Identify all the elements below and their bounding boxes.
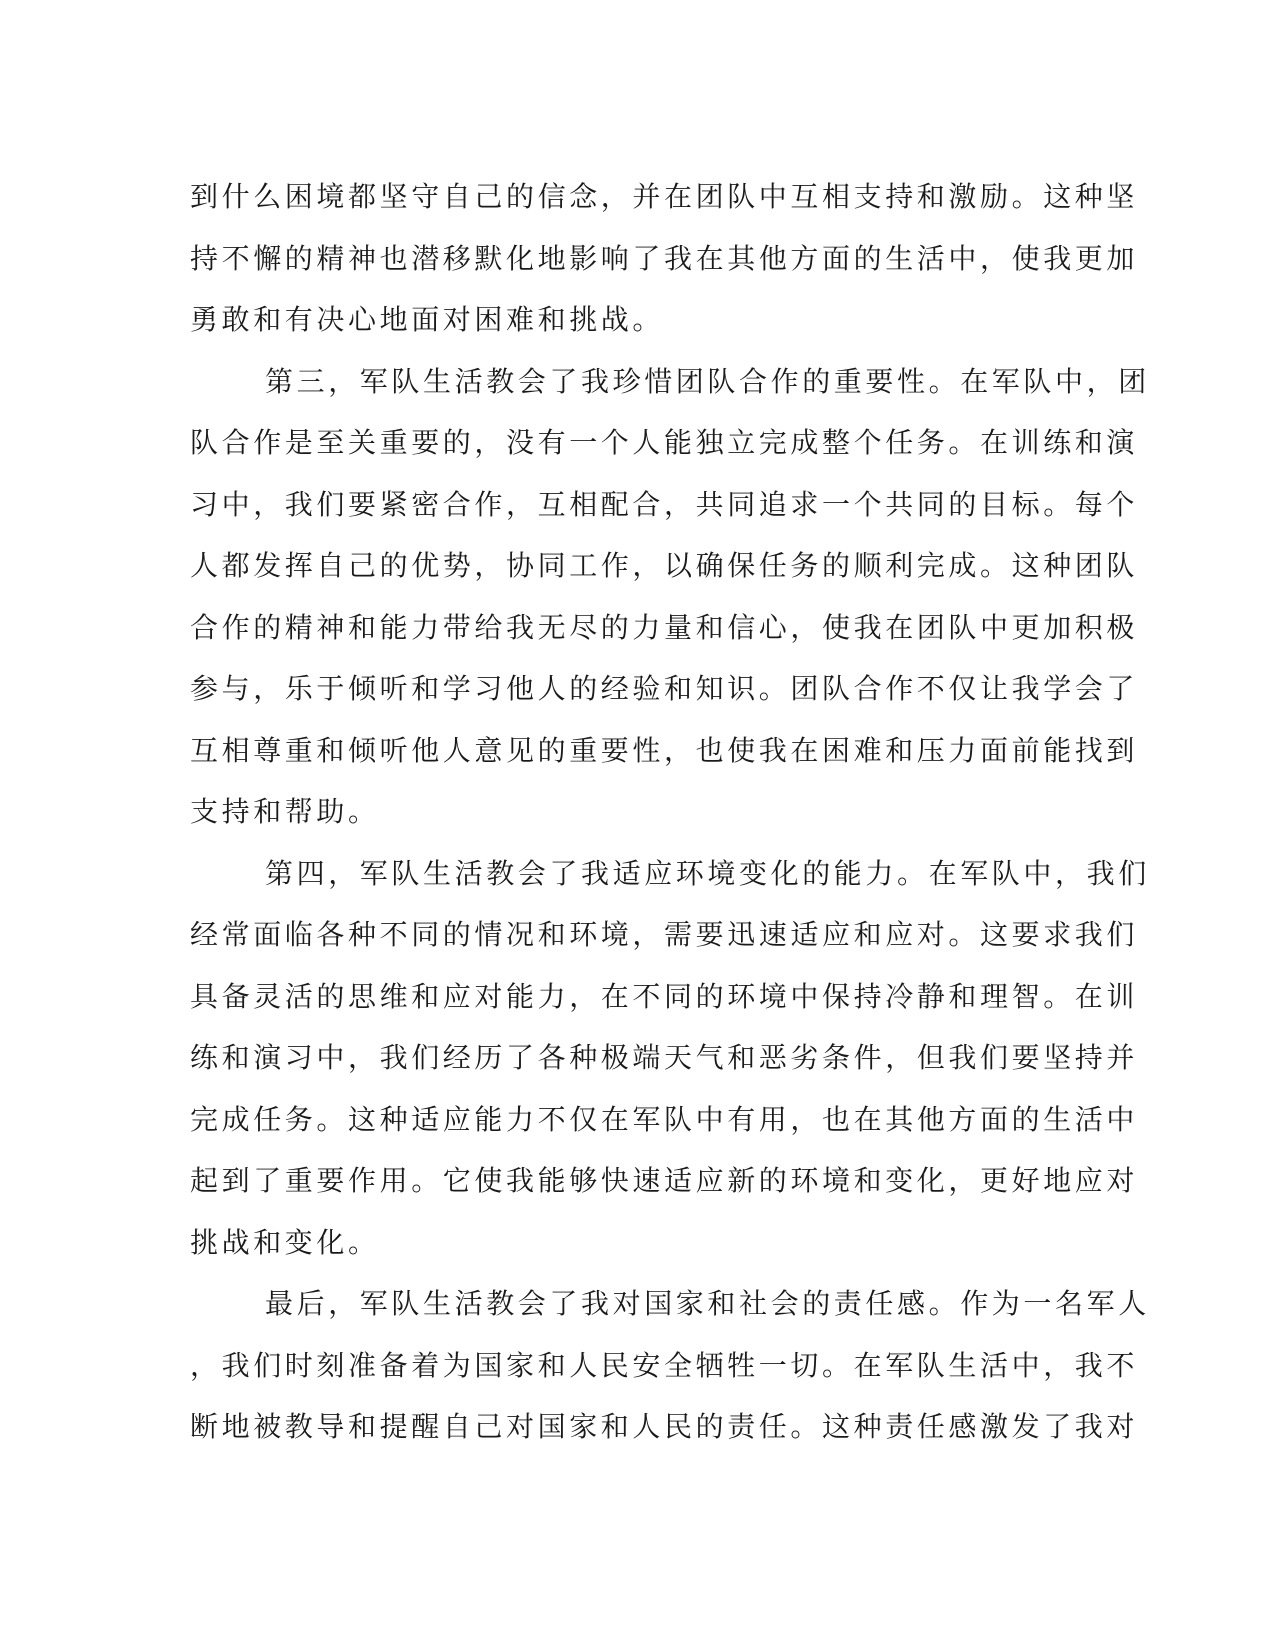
text-line: 到什么困境都坚守自己的信念，并在团队中互相支持和激励。这种坚 [190,180,1139,213]
text-line: ，我们时刻准备着为国家和人民安全牺牲一切。在军队生活中，我不 [190,1348,1139,1382]
text-line: 队合作是至关重要的，没有一个人能独立完成整个任务。在训练和演 [190,426,1139,459]
text-line: 完成任务。这种适应能力不仅在军队中有用，也在其他方面的生活中 [190,1102,1139,1136]
text-line: 支持和帮助。 [190,795,380,828]
text-line: 参与，乐于倾听和学习他人的经验和知识。团队合作不仅让我学会了 [190,672,1139,705]
text-line: 挑战和变化。 [190,1225,380,1259]
text-line: 起到了重要作用。它使我能够快速适应新的环境和变化，更好地应对 [190,1164,1139,1197]
text-line: 经常面临各种不同的情况和环境，需要迅速适应和应对。这要求我们 [190,918,1139,951]
text-line: 勇敢和有决心地面对困难和挑战。 [190,303,665,336]
text-line: 练和演习中，我们经历了各种极端天气和恶劣条件，但我们要坚持并 [190,1041,1139,1074]
text-line: 合作的精神和能力带给我无尽的力量和信心，使我在团队中更加积极 [190,610,1139,644]
text-line: 具备灵活的思维和应对能力，在不同的环境中保持冷静和理智。在训 [190,979,1139,1013]
text-line: 人都发挥自己的优势，协同工作，以确保任务的顺利完成。这种团队 [190,549,1139,582]
body-text [190,166,1150,1458]
paragraph-start-line: 最后，军队生活教会了我对国家和社会的责任感。作为一名军人 [265,1287,1150,1320]
text-line: 习中，我们要紧密合作，互相配合，共同追求一个共同的目标。每个 [190,487,1139,521]
text-line: 互相尊重和倾听他人意见的重要性，也使我在困难和压力面前能找到 [190,733,1139,767]
text-line: 断地被教导和提醒自己对国家和人民的责任。这种责任感激发了我对 [190,1410,1139,1443]
paragraph-start-line: 第四，军队生活教会了我适应环境变化的能力。在军队中，我们 [265,856,1150,890]
text-line: 持不懈的精神也潜移默化地影响了我在其他方面的生活中，使我更加 [190,241,1139,275]
paragraph-start-line: 第三，军队生活教会了我珍惜团队合作的重要性。在军队中，团 [265,364,1150,398]
